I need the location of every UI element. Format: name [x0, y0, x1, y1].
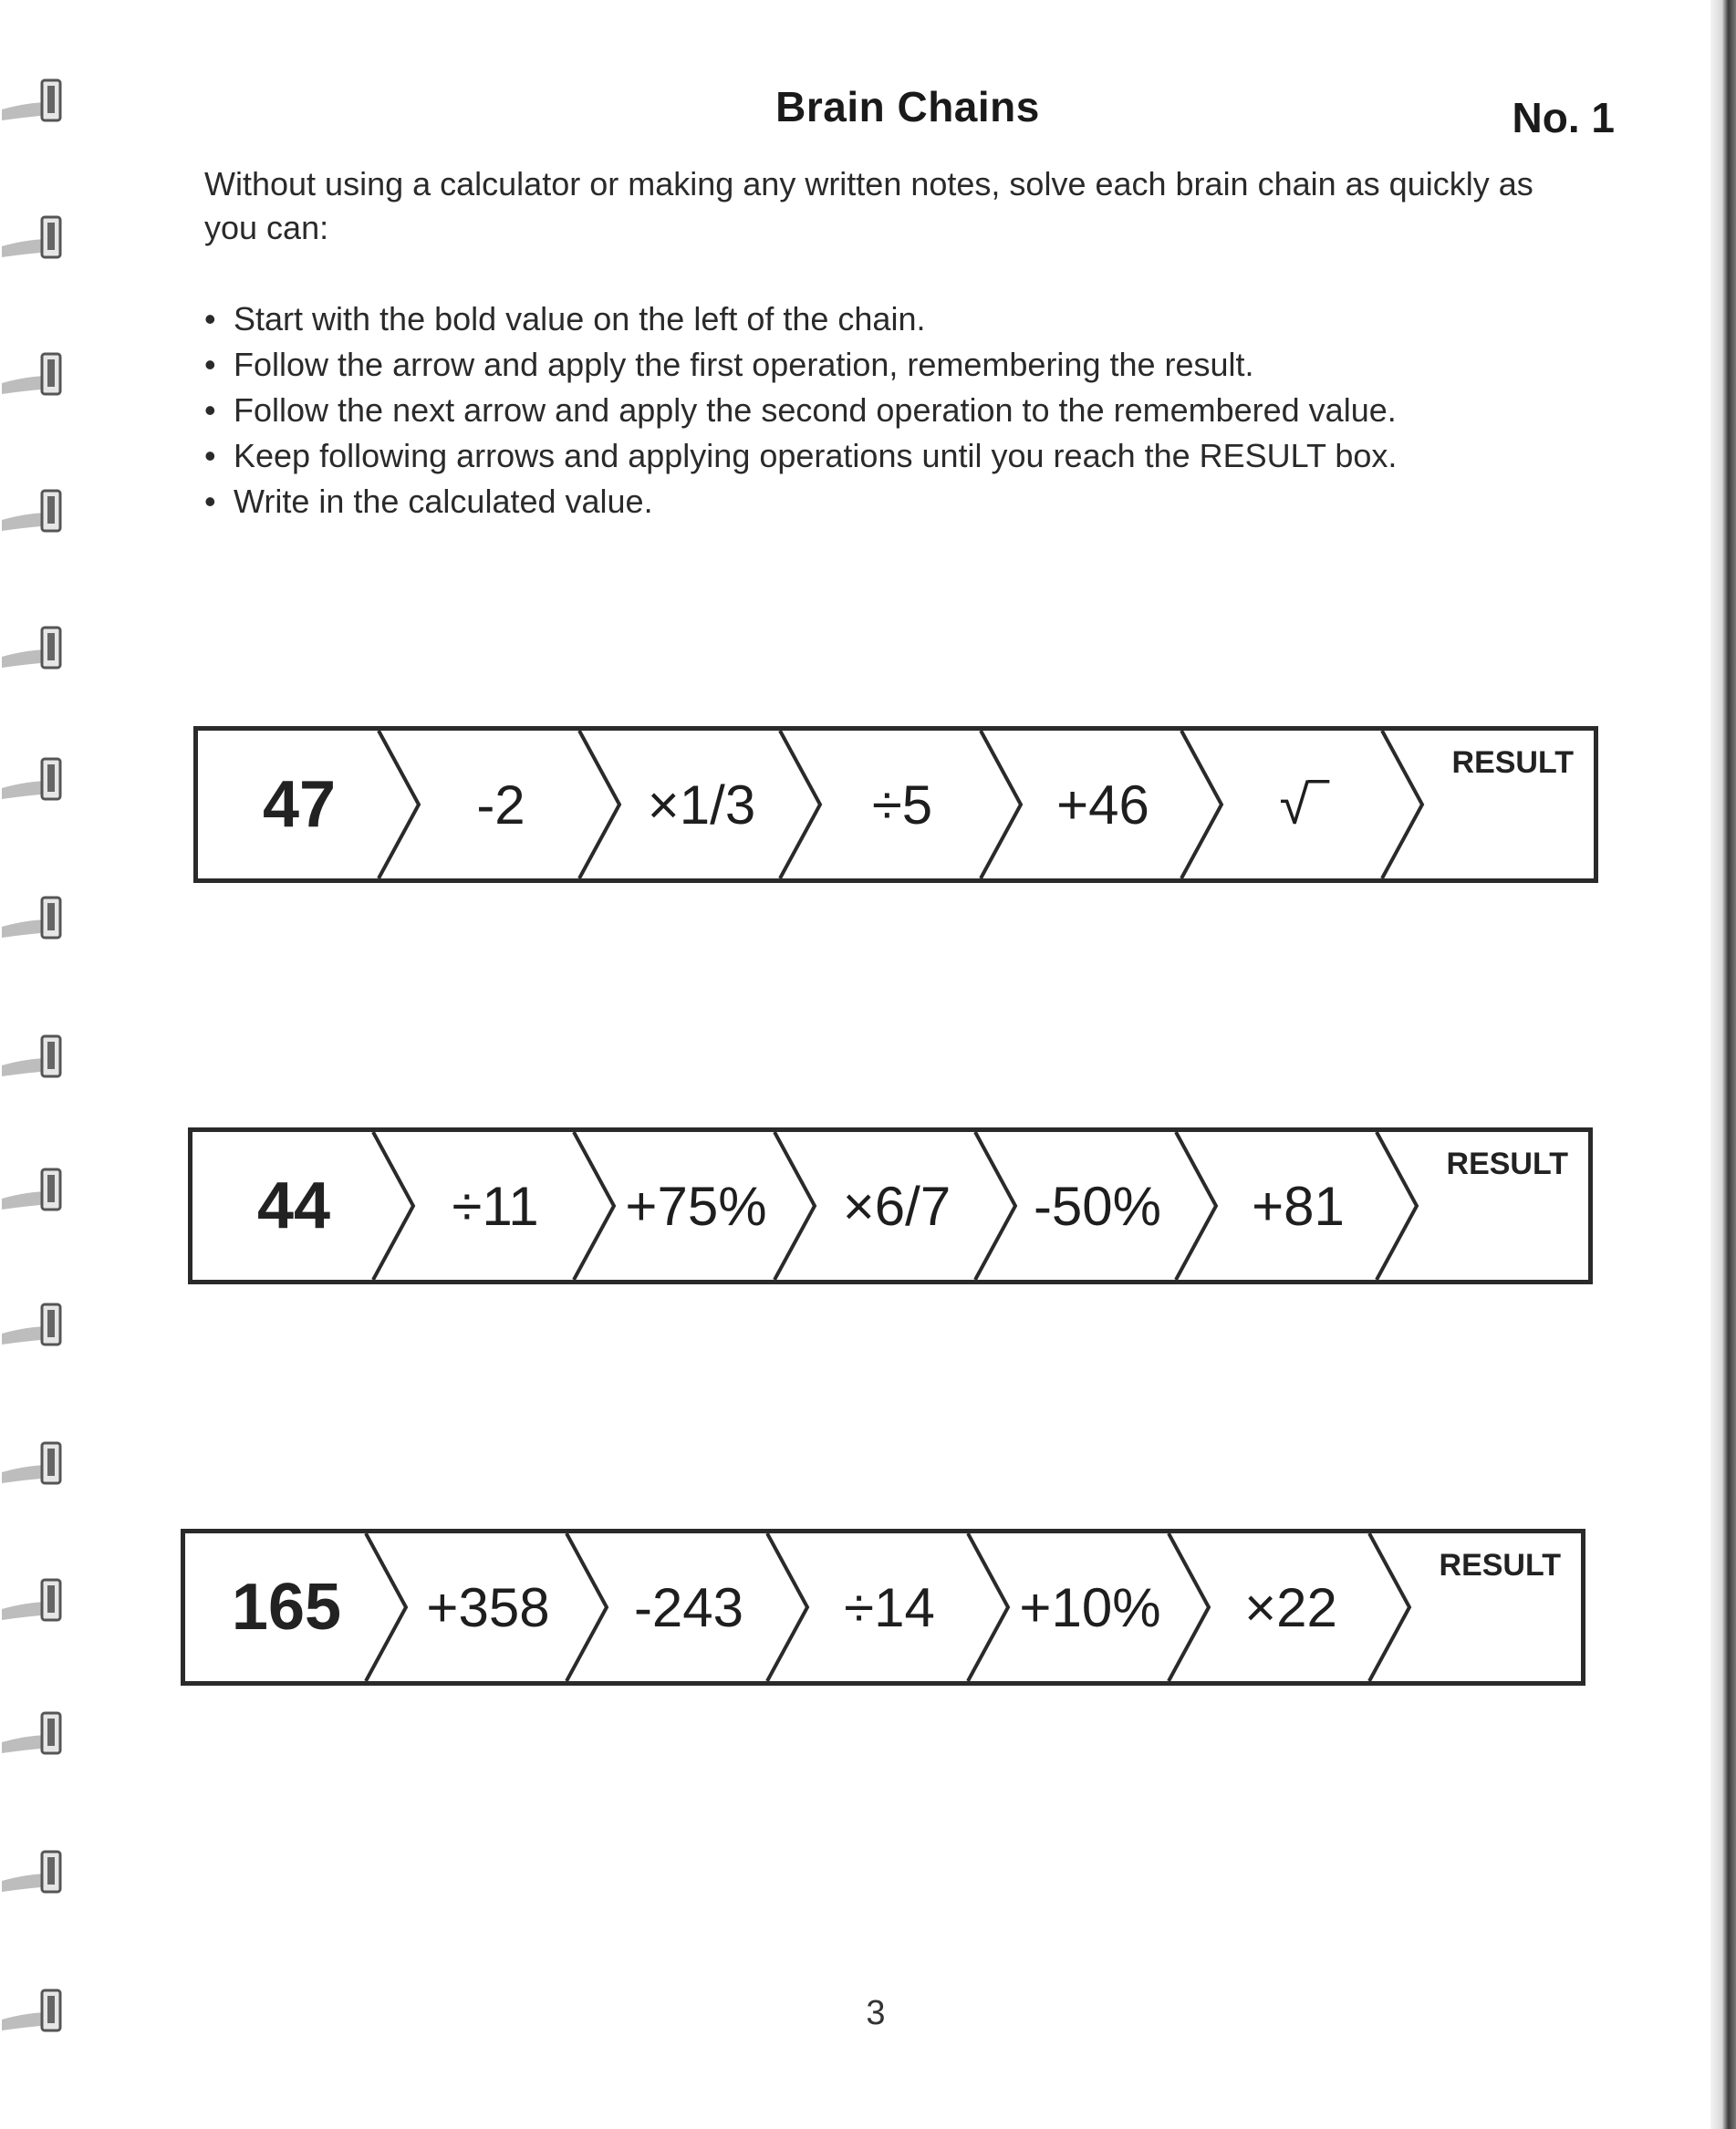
binding-ring-icon — [0, 892, 71, 943]
binding-ring-icon — [0, 1299, 71, 1350]
instruction-step: • Write in the calculated value. — [204, 479, 1573, 524]
puzzle-number: No. 1 — [1512, 94, 1615, 141]
instructions-intro: Without using a calculator or making any written notes, solve each brain chain as quickly as you can: — [204, 165, 1533, 246]
page-edge — [1710, 0, 1736, 2129]
binding-ring-icon — [0, 485, 71, 536]
binding-ring-icon — [0, 1164, 71, 1215]
chain-operation: ×1/3 — [647, 774, 756, 836]
instruction-step: • Start with the bold value on the left of the chain. — [204, 296, 1573, 342]
chain-operation: +10% — [1019, 1576, 1161, 1638]
binding-ring-icon — [0, 75, 71, 126]
brain-chain-3 — [181, 1529, 1585, 1686]
page-title: Brain Chains — [775, 83, 1040, 130]
binding-ring-icon — [0, 1708, 71, 1759]
result-label: RESULT — [1446, 1147, 1568, 1181]
chain-operation: ÷11 — [452, 1175, 539, 1237]
binding-ring-icon — [0, 622, 71, 673]
binding-ring-icon — [0, 1846, 71, 1897]
chain-operation: ×22 — [1244, 1576, 1337, 1638]
chain-start-value: 47 — [262, 768, 337, 841]
chain-operation: ×6/7 — [842, 1175, 951, 1237]
chain-operation: +46 — [1056, 774, 1149, 836]
chain-operation: +75% — [625, 1175, 767, 1237]
chain-operation: +358 — [426, 1576, 550, 1638]
binding-ring-icon — [0, 212, 71, 263]
brain-chain-1 — [193, 726, 1598, 883]
chain-operation: √‾ — [1279, 774, 1328, 836]
chain-operation: +81 — [1252, 1175, 1345, 1237]
result-label: RESULT — [1451, 745, 1574, 780]
page-number: 3 — [866, 1994, 886, 2032]
binding-ring-icon — [0, 1031, 71, 1082]
instruction-step: • Keep following arrows and applying operations until you reach the RESULT box. — [204, 433, 1573, 479]
binding-ring-icon — [0, 1985, 71, 2036]
binding-ring-icon — [0, 348, 71, 400]
brain-chain-2 — [188, 1127, 1593, 1284]
binding-ring-icon — [0, 1438, 71, 1489]
chain-operation: ÷5 — [871, 774, 933, 836]
spiral-binding — [0, 0, 87, 2129]
chain-operation: ÷14 — [844, 1576, 935, 1638]
chain-start-value: 165 — [231, 1571, 342, 1644]
binding-ring-icon — [0, 1574, 71, 1625]
result-label: RESULT — [1439, 1548, 1561, 1583]
instruction-step: • Follow the arrow and apply the first operation, remembering the result. — [204, 342, 1573, 388]
chain-start-value: 44 — [256, 1169, 331, 1242]
instructions-list — [204, 296, 1573, 524]
chain-operation: -243 — [633, 1576, 744, 1638]
binding-ring-icon — [0, 753, 71, 805]
instruction-step: • Follow the next arrow and apply the second operation to the remembered value. — [204, 388, 1573, 433]
chain-operation: -50% — [1033, 1175, 1162, 1237]
chain-operation: -2 — [476, 774, 525, 836]
